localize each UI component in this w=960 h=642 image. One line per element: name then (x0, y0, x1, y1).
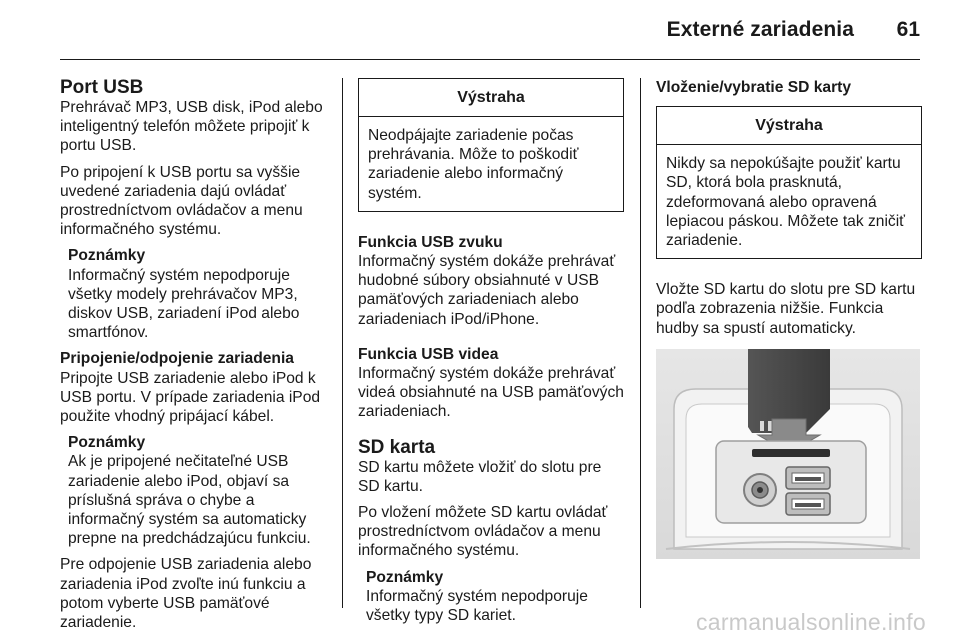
note-title: Poznámky (68, 247, 146, 265)
watermark: carmanualsonline.info (695, 609, 926, 635)
usb-port-icon (786, 467, 830, 489)
note-title: Poznámky (366, 568, 444, 586)
usb-port-icon (786, 493, 830, 515)
subsection-title: Funkcia USB zvuku (358, 233, 503, 251)
column-divider-2 (640, 78, 641, 608)
paragraph: Pre odpojenie USB zariadenia alebo zariadenia iPod zvoľte inú funkciu a potom vyberte USB pamäťové zariadenie. (60, 556, 312, 632)
paragraph: Po pripojení k USB portu sa vyššie uvedené zariadenia dajú ovládať prostredníctvom ovládačov a menu informačného systému. (60, 163, 303, 239)
note-text: Informačný systém nepodporuje všetky modely prehrávačov MP3, diskov USB, zariadení iPod alebo smartfónov. (68, 266, 300, 342)
paragraph: Informačný systém dokáže prehrávať hudobné súbory obsiahnuté v USB pamäťových zariadeniach alebo zariadeniach iPod/iPhone. (358, 253, 616, 328)
section-title-sd-card: SD karta (358, 436, 436, 458)
note-text: Informačný systém nepodporuje všetky typy SD kariet. (366, 587, 588, 625)
column-1 (60, 78, 326, 639)
page-number: 61 (896, 18, 920, 41)
paragraph: Po vložení môžete SD kartu ovládať prostredníctvom ovládačov a menu informačného systému. (358, 504, 608, 560)
sd-slot (752, 449, 830, 457)
paragraph: Prehrávač MP3, USB disk, iPod alebo inteligentný telefón môžete pripojiť k portu USB. (60, 99, 323, 155)
subsection-title: Pripojenie/odpojenie zariadenia (60, 350, 294, 368)
warning-box (358, 78, 624, 212)
header-title: Externé zariadenia (666, 18, 854, 41)
note-box (68, 433, 326, 548)
paragraph: Pripojte USB zariadenie alebo iPod k USB portu. V prípade zariadenia iPod použite vhodný pripájací kábel. (60, 369, 321, 426)
warning-title: Výstraha (359, 79, 623, 117)
warning-text: Nikdy sa nepokúšajte použiť kartu SD, ktorá bola prasknutá, zdeformovaná alebo opravená lepiacou páskou. Môžete tak zničiť zariadenie. (666, 155, 906, 250)
paragraph: Informačný systém dokáže prehrávať videá obsiahnuté na USB pamäťových zariadeniach. (358, 365, 624, 421)
paragraph: Vložte SD kartu do slotu pre SD kartu podľa zobrazenia nižšie. Funkcia hudby sa spustí automaticky. (656, 281, 916, 337)
aux-jack-icon (744, 474, 776, 506)
sd-card-slot-illustration (656, 349, 920, 559)
section-title-usb-port: Port USB (60, 77, 144, 98)
column-3 (656, 78, 922, 559)
column-2 (358, 78, 624, 632)
note-box (68, 246, 326, 342)
header-rule (60, 59, 920, 60)
warning-box (656, 106, 922, 259)
note-box (366, 568, 624, 626)
warning-title: Výstraha (657, 107, 921, 145)
note-text: Ak je pripojené nečitateľné USB zariadenie alebo iPod, objaví sa príslušná správa o chybe a informačný systém sa automaticky prepne na predchádzajúcu funkciu. (68, 453, 311, 548)
column-divider-1 (342, 78, 343, 608)
subsection-title: Funkcia USB videa (358, 345, 499, 363)
subsection-title: Vloženie/vybratie SD karty (656, 79, 852, 96)
note-title: Poznámky (68, 434, 146, 452)
paragraph: SD kartu môžete vložiť do slotu pre SD kartu. (358, 458, 602, 495)
warning-text: Neodpájajte zariadenie počas prehrávania. Môže to poškodiť zariadenie alebo informačný systém. (368, 127, 579, 202)
